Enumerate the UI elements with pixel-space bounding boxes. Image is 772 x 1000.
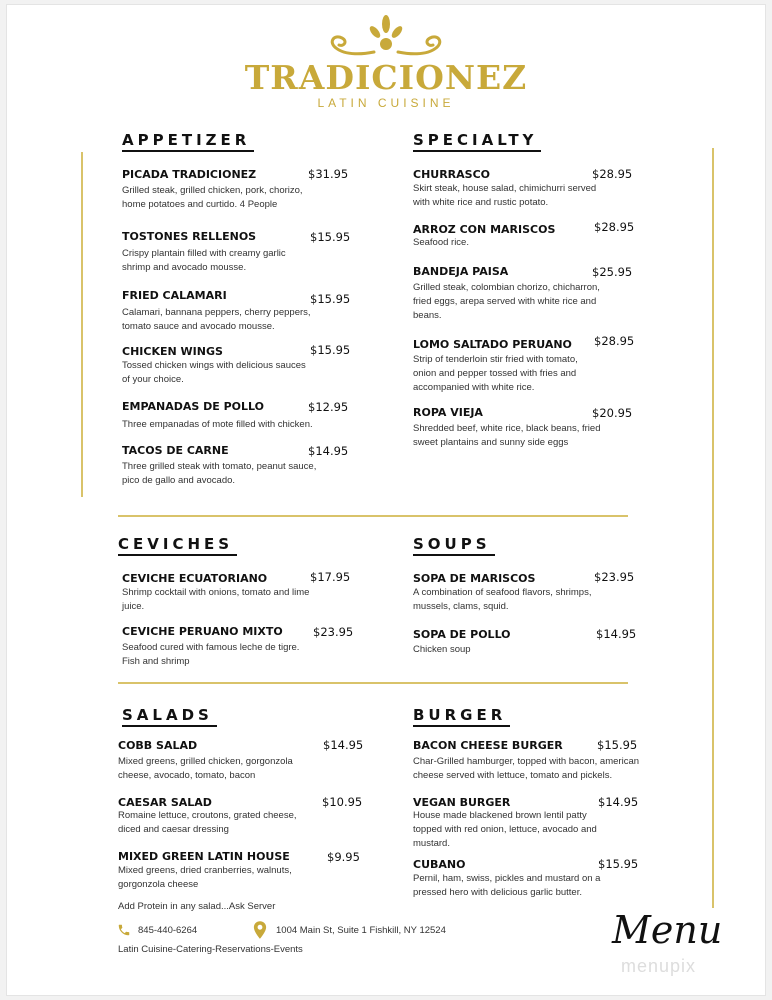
menu-item-desc: Seafood cured with famous leche de tigre. Fish and shrimp <box>122 642 300 667</box>
menu-item-name: CEVICHE PERUANO MIXTO <box>122 625 283 638</box>
menu-item-name: ROPA VIEJA <box>413 406 483 419</box>
menu-item-desc: Chicken soup <box>413 644 471 655</box>
section-ceviches-title: CEVICHES <box>118 535 234 553</box>
menu-item-name: TACOS DE CARNE <box>122 444 229 457</box>
menu-item-name: CHURRASCO <box>413 168 491 181</box>
menu-item-price: $12.95 <box>308 400 349 414</box>
menu-item-price: $15.95 <box>310 343 351 357</box>
horizontal-divider-2 <box>118 682 628 684</box>
menu-item-price: $14.95 <box>323 738 364 752</box>
section-appetizer-title: APPETIZER <box>122 131 251 149</box>
menu-item-price: $28.95 <box>594 220 635 234</box>
menu-item-name: VEGAN BURGER <box>413 796 511 809</box>
menu-item-desc: Seafood rice. <box>413 237 469 248</box>
menu-item-price: $25.95 <box>592 265 633 279</box>
menu-item-price: $9.95 <box>327 850 360 864</box>
menu-item-price: $23.95 <box>594 570 635 584</box>
brand-subtitle: LATIN CUISINE <box>317 96 455 110</box>
menu-item-name: SOPA DE POLLO <box>413 628 511 641</box>
brand-title: TRADICIONEZ <box>244 58 528 97</box>
horizontal-divider-1 <box>118 515 628 517</box>
menu-item-price: $10.95 <box>322 795 363 809</box>
section-soups-title: SOUPS <box>413 535 491 553</box>
menu-item-desc: Crispy plantain filled with creamy garlic shrimp and avocado mousse. <box>122 248 286 273</box>
menu-item-price: $17.95 <box>310 570 351 584</box>
menu-item-name: BACON CHEESE BURGER <box>413 739 563 752</box>
menu-item-price: $20.95 <box>592 406 633 420</box>
menu-item-price: $14.95 <box>598 795 639 809</box>
menu-page <box>6 4 766 996</box>
menu-item-name: CEVICHE ECUATORIANO <box>122 572 268 585</box>
menu-item-name: ARROZ CON MARISCOS <box>413 223 556 236</box>
menu-item-name: SOPA DE MARISCOS <box>413 572 536 585</box>
menu-item-desc: Char-Grilled hamburger, topped with bacon, american cheese served with lettuce, tomato and pickels. <box>413 756 640 781</box>
menu-item-price: $28.95 <box>594 334 635 348</box>
menu-item-desc: Three grilled steak with tomato, peanut sauce, pico de gallo and avocado. <box>122 461 317 486</box>
address[interactable]: 1004 Main St, Suite 1 Fishkill, NY 12524 <box>276 925 446 936</box>
menu-item-desc: House made blackened brown lentil patty topped with red onion, lettuce, avocado and mustard. <box>413 810 597 849</box>
phone-icon <box>117 923 131 937</box>
menu-item-desc: Grilled steak, grilled chicken, pork, chorizo, home potatoes and curtido. 4 People <box>122 185 303 210</box>
location-pin-icon <box>253 921 267 939</box>
menu-item-price: $31.95 <box>308 167 349 181</box>
menu-item-desc: Pernil, ham, swiss, pickles and mustard on a pressed hero with delicious garlic butter. <box>413 873 601 898</box>
menu-script-logo: Menu <box>612 908 723 952</box>
menu-item-desc: Calamari, bannana peppers, cherry peppers, tomato sauce and avocado mousse. <box>122 307 311 332</box>
menu-item-price: $14.95 <box>596 627 637 641</box>
menu-item-price: $15.95 <box>598 857 639 871</box>
menu-item-name: PICADA TRADICIONEZ <box>122 168 257 181</box>
section-burger-title: BURGER <box>413 706 507 724</box>
logo-ornament-icon <box>326 14 446 58</box>
right-vertical-divider <box>712 148 714 908</box>
menu-item-price: $14.95 <box>308 444 349 458</box>
menu-item-price: $15.95 <box>310 230 351 244</box>
section-salads-title: SALADS <box>122 706 213 724</box>
menu-item-desc: Tossed chicken wings with delicious sauces of your choice. <box>122 360 306 385</box>
menu-item-name: COBB SALAD <box>118 739 198 752</box>
menu-item-price: $23.95 <box>313 625 354 639</box>
menu-item-desc: Shrimp cocktail with onions, tomato and lime juice. <box>122 587 310 612</box>
tagline: Latin Cuisine-Catering-Reservations-Events <box>118 944 303 955</box>
menu-item-name: BANDEJA PAISA <box>413 265 509 278</box>
menu-item-name: CAESAR SALAD <box>118 796 212 809</box>
menu-item-name: MIXED GREEN LATIN HOUSE <box>118 850 290 863</box>
menu-item-desc: Grilled steak, colombian chorizo, chicharron, fried eggs, arepa served with white rice and beans. <box>413 282 600 321</box>
left-vertical-divider <box>81 152 83 497</box>
menu-item-price: $28.95 <box>592 167 633 181</box>
menu-item-price: $15.95 <box>310 292 351 306</box>
phone-number[interactable]: 845-440-6264 <box>138 925 198 936</box>
menu-item-name: CHICKEN WINGS <box>122 345 223 358</box>
section-specialty-title: SPECIALTY <box>413 131 538 149</box>
menu-item-desc: Mixed greens, grilled chicken, gorgonzola cheese, avocado, tomato, bacon <box>118 756 293 781</box>
menu-item-name: EMPANADAS DE POLLO <box>122 400 265 413</box>
menu-item-name: LOMO SALTADO PERUANO <box>413 338 572 351</box>
menu-item-name: TOSTONES RELLENOS <box>122 230 257 243</box>
menupix-watermark: menupix <box>621 956 697 976</box>
menu-item-desc: Strip of tenderloin stir fried with tomato, onion and pepper tossed with fries and accompanied with white rice. <box>413 354 578 393</box>
menu-item-desc: A combination of seafood flavors, shrimps, mussels, clams, squid. <box>413 587 592 612</box>
menu-item-desc: Skirt steak, house salad, chimichurri served with white rice and rustic potato. <box>413 183 597 208</box>
menu-item-desc: Three empanadas of mote filled with chicken. <box>122 419 313 430</box>
menu-item-desc: Shredded beef, white rice, black beans, fried sweet plantains and sunny side eggs <box>413 423 601 448</box>
salad-protein-note: Add Protein in any salad...Ask Server <box>118 901 276 912</box>
menu-item-desc: Mixed greens, dried cranberries, walnuts, gorgonzola cheese <box>118 865 292 890</box>
menu-item-name: FRIED CALAMARI <box>122 289 227 302</box>
menu-item-desc: Romaine lettuce, croutons, grated cheese, diced and caesar dressing <box>118 810 297 835</box>
menu-item-name: CUBANO <box>413 858 466 871</box>
menu-item-price: $15.95 <box>597 738 638 752</box>
